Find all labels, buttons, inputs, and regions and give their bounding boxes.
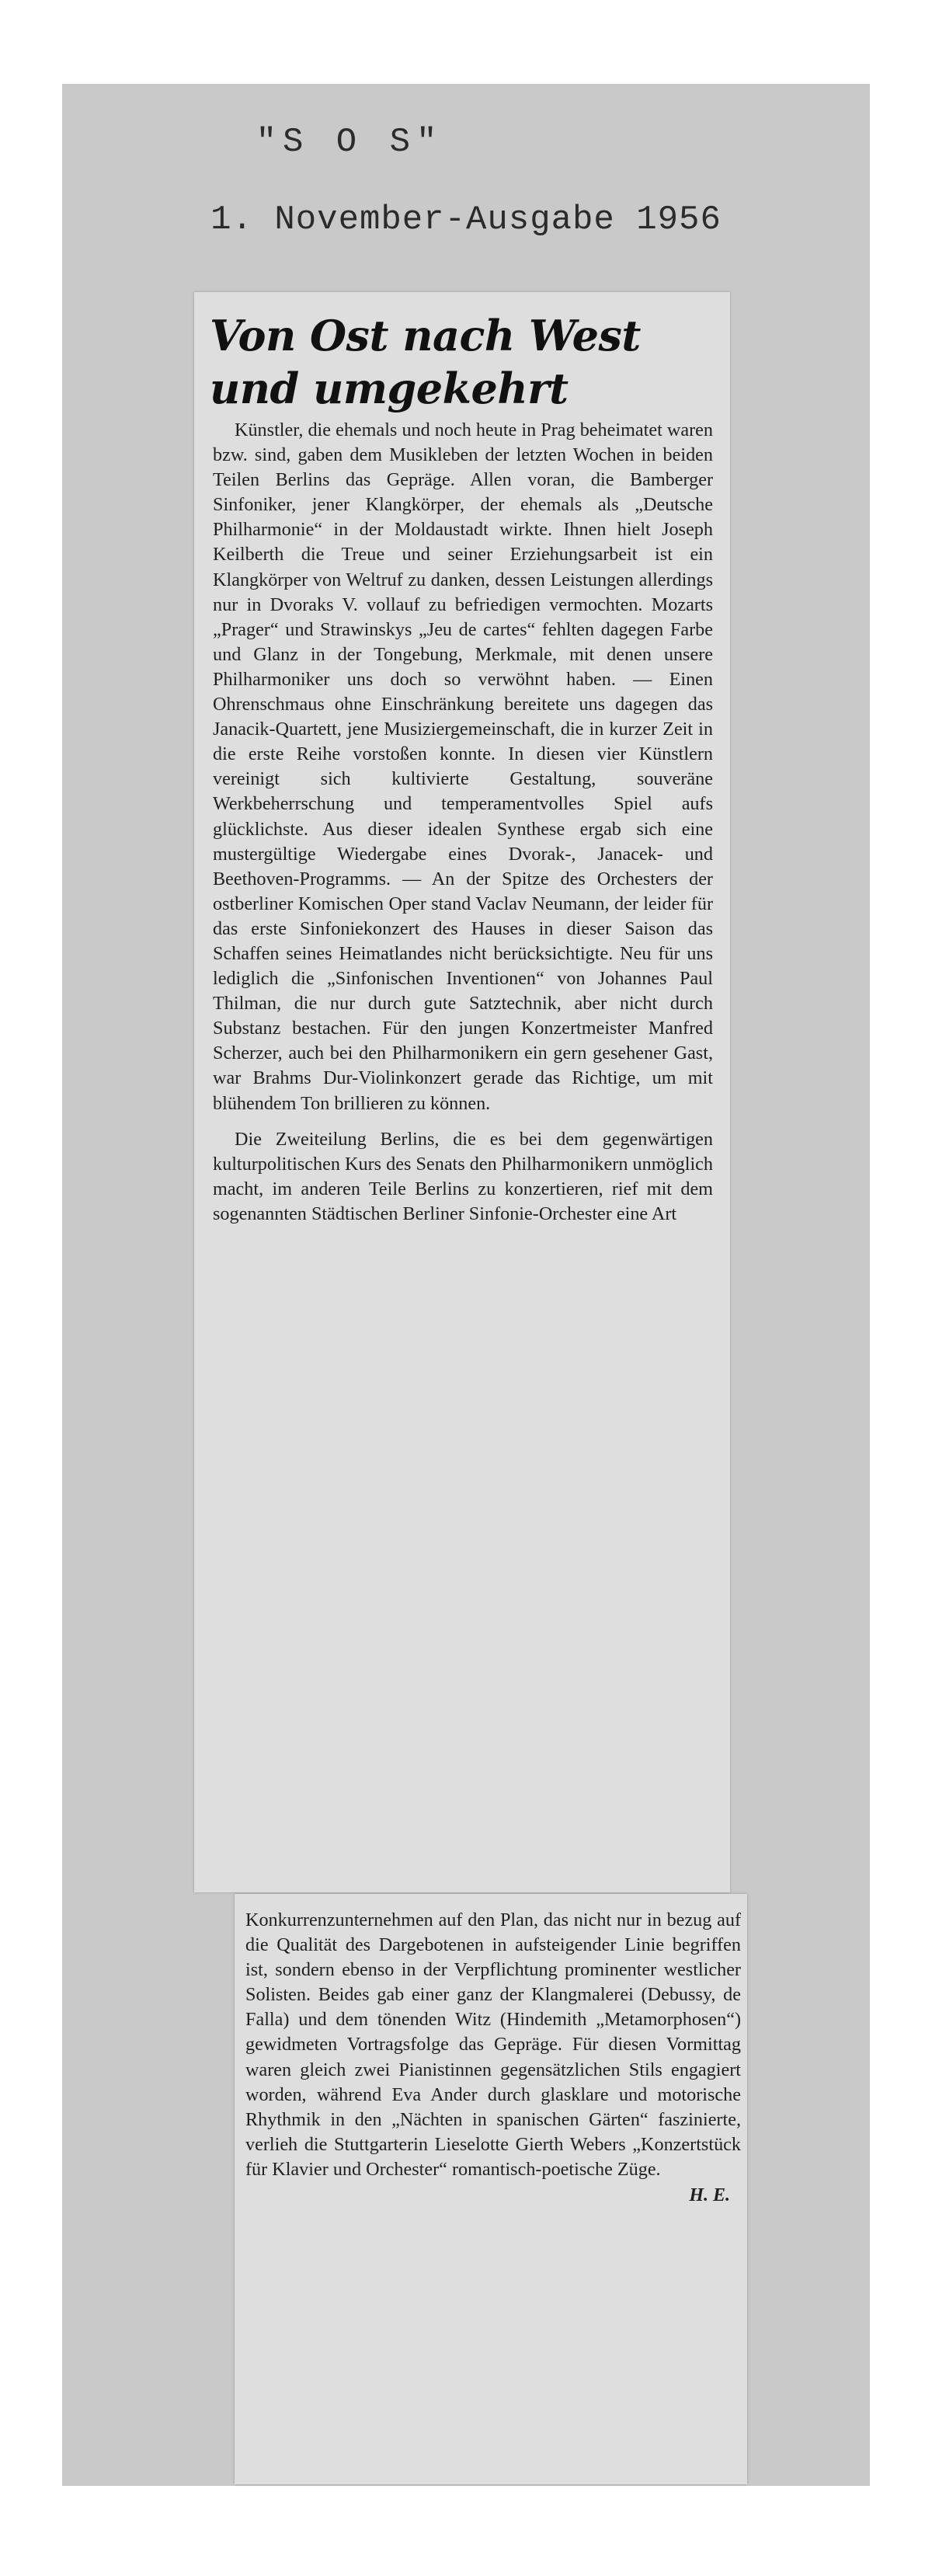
article-paragraph-3: Konkurrenzunternehmen auf den Plan, das nicht nur in bezug auf die Qualität des Dargebotenen in aufsteigender Linie begriffen ist, sondern ebenso in der Verpflichtung prominenter westlicher Solisten. Beides gab einer ganz der Klangmalerei (Debussy, de Falla) und dem tönenden Witz (Hindemith „Metamorphosen“) gewidmeten Vortragsfolge das Gepräge. Für diesen Vormittag waren gleich zwei Pianistinnen gegensätzlichen Stils engagiert worden, während Eva Ander durch glasklare und motorische Rhythmik in den „Nächten in spanischen Gärten“ faszinierte, verlieh die Stuttgarterin Lieselotte Gierth Webers „Konzertstück für Klavier und Orchester“ romantisch-poetische Züge. bbox=[245, 1909, 741, 2180]
author-signature: H. E. bbox=[689, 2185, 730, 2206]
article-body-lower bbox=[235, 1894, 747, 2182]
headline-line-2: und umgekehrt bbox=[210, 364, 569, 413]
article-paragraph-2: Die Zweiteilung Berlins, die es bei dem gegenwärtigen kulturpolitischen Kurs des Senats den Philharmonikern unmöglich macht, im anderen Teile Berlins zu konzertieren, rief mit dem sogenannten Städtischen Berliner Sinfonie-Orchester eine Art bbox=[213, 1128, 713, 1224]
headline-line-1: Von Ost nach West bbox=[210, 311, 641, 360]
article-headline bbox=[194, 292, 730, 418]
edition-date: 1. November-Ausgabe 1956 bbox=[210, 200, 722, 239]
paper-sheet bbox=[62, 84, 870, 2486]
newspaper-clipping-upper bbox=[194, 292, 730, 1892]
article-body-upper bbox=[194, 418, 730, 1227]
article-paragraph-1: Künstler, die ehemals und noch heute in Prag beheimatet waren bzw. sind, gaben dem Musikleben der letzten Wochen in beiden Teilen Berlins das Gepräge. Allen voran, die Bamberger Sinfoniker, jener Klangkörper, der ehemals als „Deutsche Philharmonie“ in der Moldaustadt wirkte. Ihnen hielt Joseph Keilberth die Treue und seiner Erziehungsarbeit ist ein Klangkörper von Weltruf zu danken, dessen Leistungen allerdings nur in Dvoraks V. vollauf zu befriedigen vermochten. Mozarts „Prager“ und Strawinskys „Jeu de cartes“ fehlten dagegen Farbe und Glanz in der Tongebung, Merkmale, mit denen unsere Philharmoniker uns doch so verwöhnt haben. — Einen Ohrenschmaus ohne Einschränkung bereitete uns dagegen das Janacik-Quartett, jene Musiziergemeinschaft, die in kurzer Zeit in die erste Reihe vorstoßen konnte. In diesen vier Künstlern vereinigt sich kultivierte Gestaltung, souveräne Werkbeherrschung und temperamentvolles Spiel aufs glücklichste. Aus dieser idealen Synthese ergab sich eine mustergültige Wiedergabe eines Dvorak-, Janacek- und Beethoven-Programms. — An der Spitze des Orchesters der ostberliner Komischen Oper stand Vaclav Neumann, der leider für das erste Sinfoniekonzert des Hauses in dieser Saison das Schaffen seines Heimatlandes nicht berücksichtigte. Neu für uns lediglich die „Sinfonischen Inventionen“ von Johannes Paul Thilman, die nur durch gute Satztechnik, aber nicht durch Substanz bestachen. Für den jungen Konzertmeister Manfred Scherzer, auch bei den Philharmonikern ein gern gesehener Gast, war Brahms Dur-Violinkonzert gerade das Richtige, um mit blühendem Ton brillieren zu können. bbox=[213, 419, 713, 1114]
newspaper-clipping-lower bbox=[235, 1894, 747, 2484]
publication-name: "S O S" bbox=[256, 123, 443, 162]
